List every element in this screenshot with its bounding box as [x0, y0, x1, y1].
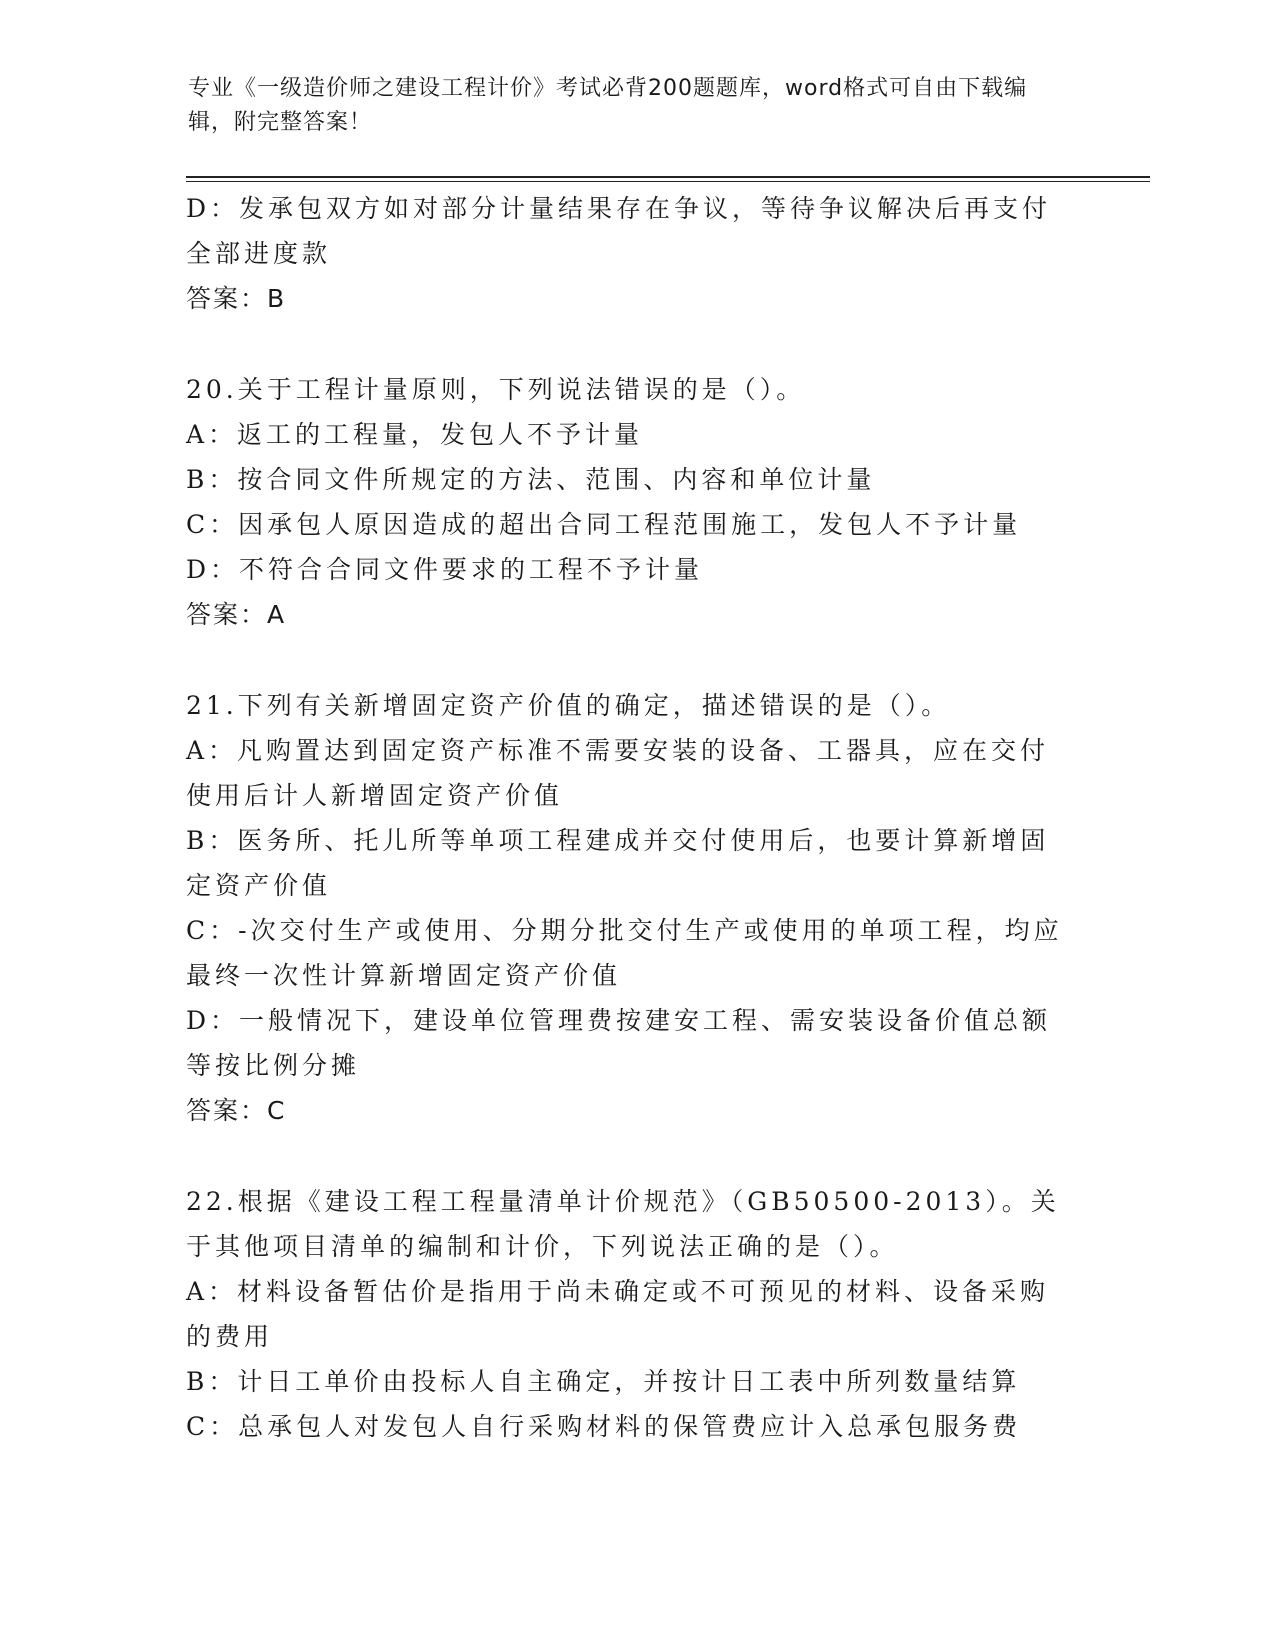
option-c: C：总承包人对发包人自行采购材料的保管费应计入总承包服务费: [186, 1412, 1022, 1441]
question-block-21: [186, 683, 1076, 1133]
option-c: C：-次交付生产或使用、分期分批交付生产或使用的单项工程，均应最终一次性计算新增固定资产价值: [186, 916, 1063, 990]
option-a: A：材料设备暂估价是指用于尚未确定或不可预见的材料、设备采购的费用: [186, 1277, 1050, 1351]
option-c: C：因承包人原因造成的超出合同工程范围施工，发包人不予计量: [186, 510, 1022, 539]
answer-line: 答案：C: [186, 1096, 287, 1125]
question-stem: 21.下列有关新增固定资产价值的确定，描述错误的是（）。: [186, 691, 951, 720]
question-stem: 22.根据《建设工程工程量清单计价规范》（GB50500-2013）。关于其他项目清单的编制和计价，下列说法正确的是（）。: [186, 1187, 1060, 1261]
question-block-22: [186, 1179, 1076, 1449]
header-rule-thin: [186, 181, 1150, 182]
option-d: D：发承包双方如对部分计量结果存在争议，等待争议解决后再支付全部进度款: [186, 194, 1052, 268]
question-content: [186, 186, 1076, 1449]
question-block-20: [186, 367, 1076, 637]
page-header: 专业《一级造价师之建设工程计价》考试必背200题题库，word格式可自由下载编辑，附完整答案！: [188, 76, 1028, 135]
option-d: D：不符合合同文件要求的工程不予计量: [186, 555, 704, 584]
answer-line: 答案：B: [186, 284, 287, 313]
option-a: A：返工的工程量，发包人不予计量: [186, 420, 644, 449]
question-block-19: [186, 186, 1076, 321]
option-b: B：计日工单价由投标人自主确定，并按计日工表中所列数量结算: [186, 1367, 1021, 1396]
answer-line: 答案：A: [186, 600, 287, 629]
header-rule-thick: [186, 176, 1150, 178]
option-b: B：按合同文件所规定的方法、范围、内容和单位计量: [186, 465, 876, 494]
question-stem: 20.关于工程计量原则，下列说法错误的是（）。: [186, 375, 806, 404]
option-a: A：凡购置达到固定资产标准不需要安装的设备、工器具，应在交付使用后计人新增固定资产价值: [186, 736, 1050, 810]
option-d: D：一般情况下，建设单位管理费按建安工程、需安装设备价值总额等按比例分摊: [186, 1006, 1052, 1080]
option-b: B：医务所、托儿所等单项工程建成并交付使用后，也要计算新增固定资产价值: [186, 826, 1050, 900]
